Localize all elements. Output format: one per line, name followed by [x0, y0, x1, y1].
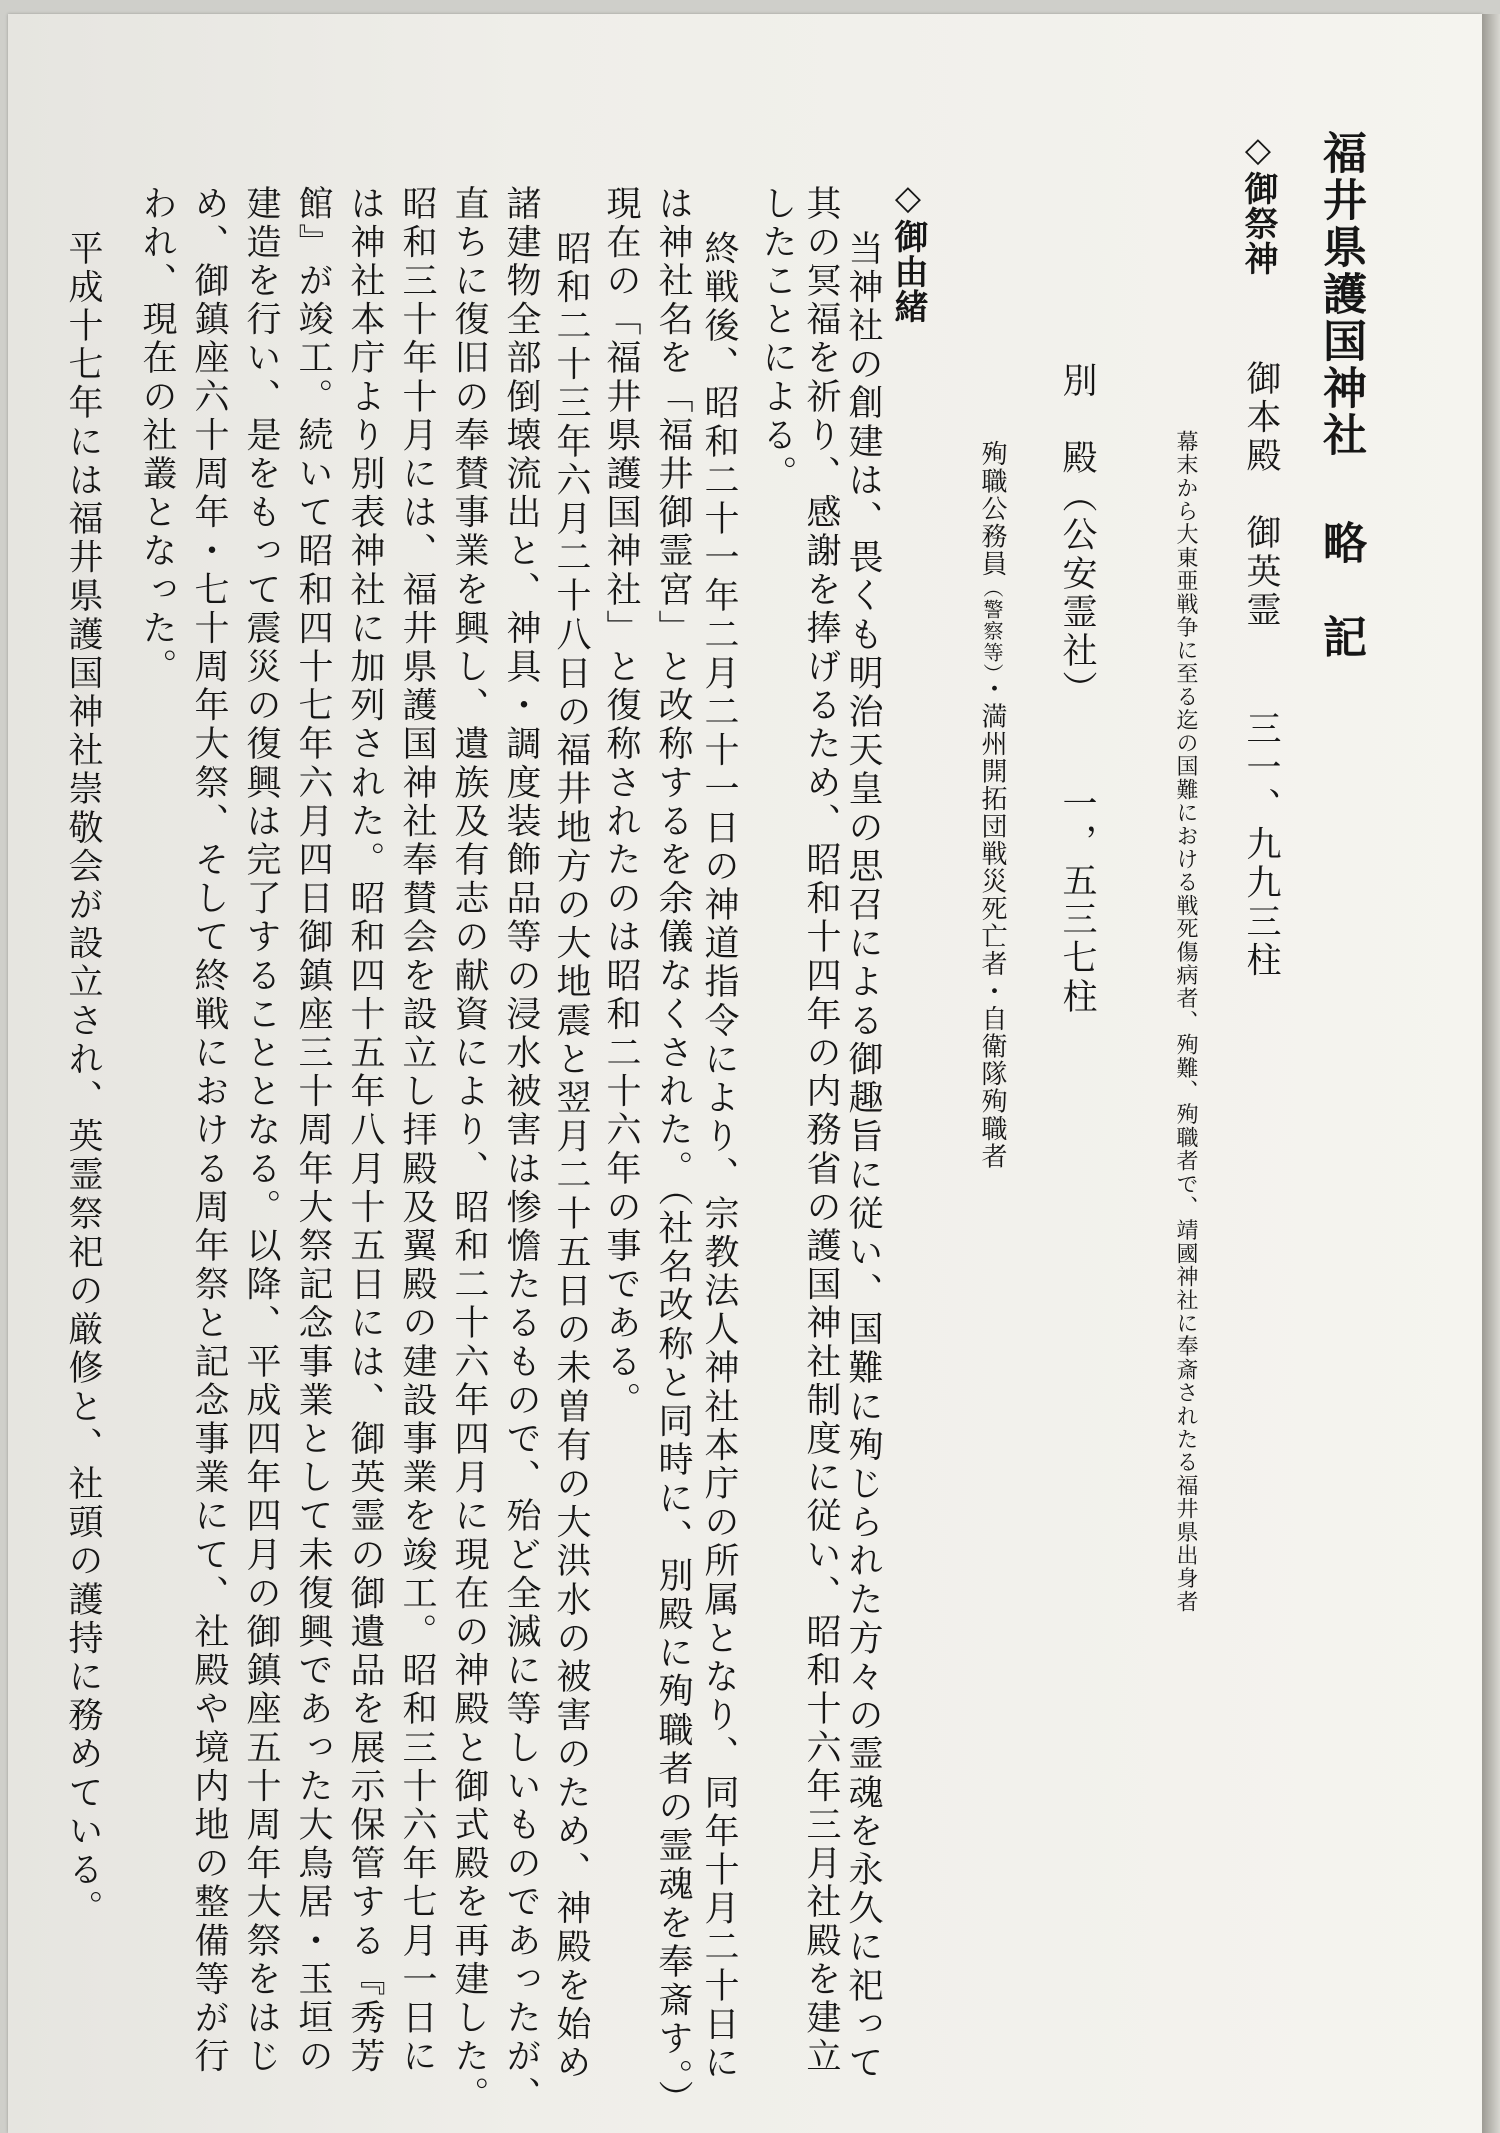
betsuden-note	[974, 440, 1011, 1170]
yuisho-line: 諸建物全部倒壊流出と、神具・調度装飾品等の浸水被害は惨憺たるもので、殆ど全滅に等しいものであったが、	[501, 185, 541, 2115]
yuisho-line: 昭和三十年十月には、福井県護国神社奉賛会を設立し拝殿及翼殿の建設事業を竣工。昭和三十六年七月一日に	[397, 185, 437, 2077]
honden-count: 三一、九九三柱	[1241, 710, 1281, 981]
betsuden-count: 一，五三七柱	[1057, 785, 1097, 1017]
yuisho-line: 直ちに復旧の奉賛事業を興し、遺族及有志の献資により、昭和二十六年四月に現在の神殿と御式殿を再建した。	[449, 185, 489, 2115]
saishin-heading: ◇御祭神	[1238, 130, 1278, 276]
yuisho-line: 建造を行い、是をもって震災の復興は完了することとなる。以降、平成四年四月の御鎮座五十周年大祭をはじ	[241, 185, 281, 2077]
betsuden-label: 別 殿（公安霊社）	[1057, 362, 1097, 710]
yuisho-line: 当神社の創建は、畏くも明治天皇の思召による御趣旨に従い、国難に殉じられた方々の霊魂を永久に祀って	[843, 230, 883, 2083]
betsuden-note-a: 殉職公務員	[977, 440, 1007, 578]
yuisho-line: 終戦後、昭和二十一年二月二十一日の神道指令により、宗教法人神社本庁の所属となり、同年十月二十日に	[699, 230, 739, 2083]
yuisho-line: は神社名を「福井御霊宮」と改称するを余儀なくされた。（社名改称と同時に、別殿に殉職者の霊魂を奉斎す。）	[653, 185, 693, 2119]
yuisho-line: 館』が竣工。続いて昭和四十七年六月四日御鎮座三十周年大祭記念事業として未復興であった大鳥居・玉垣の	[293, 185, 333, 2077]
yuisho-line: したことによる。	[757, 185, 797, 494]
document-title-suffix: 略 記	[1315, 520, 1366, 661]
yuisho-heading: ◇御由緒	[888, 178, 928, 324]
document-title: 福井県護国神社	[1315, 130, 1366, 459]
yuisho-line: は神社本庁より別表神社に加列された。昭和四十五年八月十五日には、御英霊の御遺品を展示保管する『秀芳	[345, 185, 385, 2077]
betsuden-note-c: ・満州開拓団戦災死亡者・自衛隊殉職者	[977, 675, 1007, 1170]
yuisho-line: 昭和二十三年六月二十八日の福井地方の大地震と翌月二十五日の未曽有の大洪水の被害のため、神殿を始め	[551, 230, 591, 2083]
honden-label: 御本殿 御英霊	[1241, 360, 1281, 631]
sheet-edge-shadow	[1482, 14, 1500, 2133]
yuisho-line: 平成十七年には福井県護国神社崇敬会が設立され、英霊祭祀の厳修と、社頭の護持に務めている。	[63, 230, 103, 1929]
honden-note: 幕末から大東亜戦争に至る迄の国難における戦死傷病者、殉難、殉職者で、靖國神社に奉斎されたる福井県出身者	[1173, 430, 1198, 1614]
yuisho-line: われ、現在の社叢となった。	[137, 185, 177, 687]
yuisho-line: 現在の「福井県護国神社」と復称されたのは昭和二十六年の事である。	[601, 185, 641, 1421]
yuisho-line: め、御鎮座六十周年・七十周年大祭、そして終戦における周年祭と記念事業にて、社殿や境内地の整備等が行	[189, 185, 229, 2077]
yuisho-line: 其の冥福を祈り、感謝を捧げるため、昭和十四年の内務省の護国神社制度に従い、昭和十六年三月社殿を建立	[801, 185, 841, 2077]
betsuden-note-b: （警察等）	[980, 577, 1004, 675]
